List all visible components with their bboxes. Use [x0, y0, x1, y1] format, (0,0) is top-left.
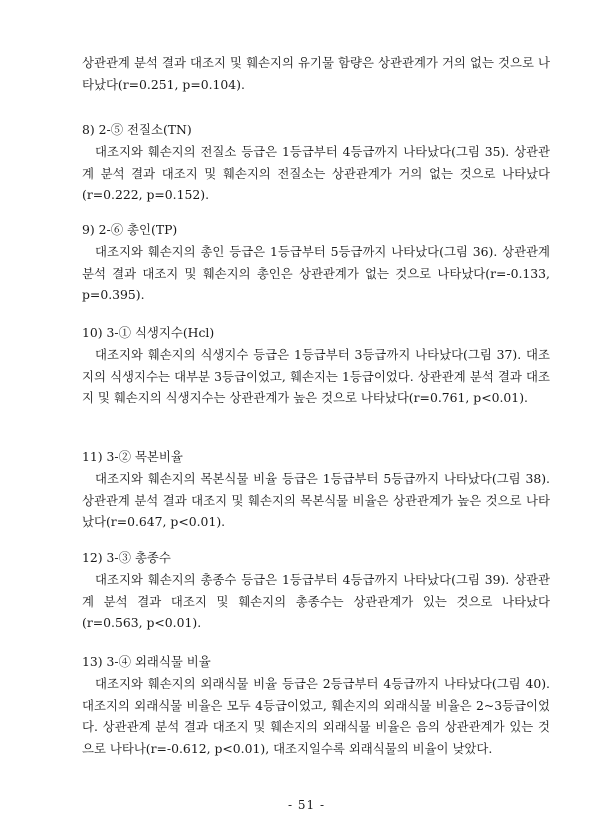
section-body-tp: 대조지와 훼손지의 총인 등급은 1등급부터 5등급까지 나타났다(그림 36). 상관관계 분석 결과 대조지 및 훼손지의 총인은 상관관계가 없는 것으로 나타났다(r=-0.133, p=0.395).	[82, 244, 550, 302]
section-heading-woody-ratio: 11) 3-② 목본비율	[82, 449, 183, 464]
page-number: - 51 -	[287, 798, 325, 812]
section-body-woody-ratio: 대조지와 훼손지의 목본식물 비율 등급은 1등급부터 5등급까지 나타났다(그림 38). 상관관계 분석 결과 대조지 및 훼손지의 목본식물 비율은 상관관계가 높은 것으로 나타났다(r=0.647, p<0.01).	[82, 471, 550, 529]
section-heading-exotic-ratio: 13) 3-④ 외래식물 비율	[82, 654, 211, 669]
section-heading-tn: 8) 2-⑤ 전질소(TN)	[82, 122, 192, 137]
intro-paragraph: 상관관계 분석 결과 대조지 및 훼손지의 유기물 함량은 상관관계가 거의 없는 것으로 나타났다(r=0.251, p=0.104).	[82, 55, 550, 92]
section-body-total-species: 대조지와 훼손지의 총종수 등급은 1등급부터 4등급까지 나타났다(그림 39). 상관관계 분석 결과 대조지 및 훼손지의 총종수는 상관관계가 있는 것으로 나타났다(r=0.563, p<0.01).	[82, 572, 550, 630]
section-body-hcl: 대조지와 훼손지의 식생지수 등급은 1등급부터 3등급까지 나타났다(그림 37). 대조지의 식생지수는 대부분 3등급이었고, 훼손지는 1등급이었다. 상관관계 분석 결과 대조지 및 훼손지의 식생지수는 상관관계가 높은 것으로 나타났다(r=0.761, p<0.01).	[82, 347, 550, 405]
section-heading-tp: 9) 2-⑥ 총인(TP)	[82, 222, 178, 237]
section-body-exotic-ratio: 대조지와 훼손지의 외래식물 비율 등급은 2등급부터 4등급까지 나타났다(그림 40). 대조지의 외래식물 비율은 모두 4등급이었고, 훼손지의 외래식물 비율은 2~3등급이었다. 상관관계 분석 결과 대조지 및 훼손지의 외래식물 비율은 음의 상관관계가 있는 것으로 나타나(r=-0.612, p<0.01), 대조지일수록 외래식물의 비율이 낮았다.	[82, 676, 550, 756]
section-body-tn: 대조지와 훼손지의 전질소 등급은 1등급부터 4등급까지 나타났다(그림 35). 상관관계 분석 결과 대조지 및 훼손지의 전질소는 상관관계가 거의 없는 것으로 나타났다(r=0.222, p=0.152).	[82, 144, 550, 202]
section-heading-total-species: 12) 3-③ 총종수	[82, 550, 171, 565]
section-heading-hcl: 10) 3-① 식생지수(Hcl)	[82, 325, 215, 340]
